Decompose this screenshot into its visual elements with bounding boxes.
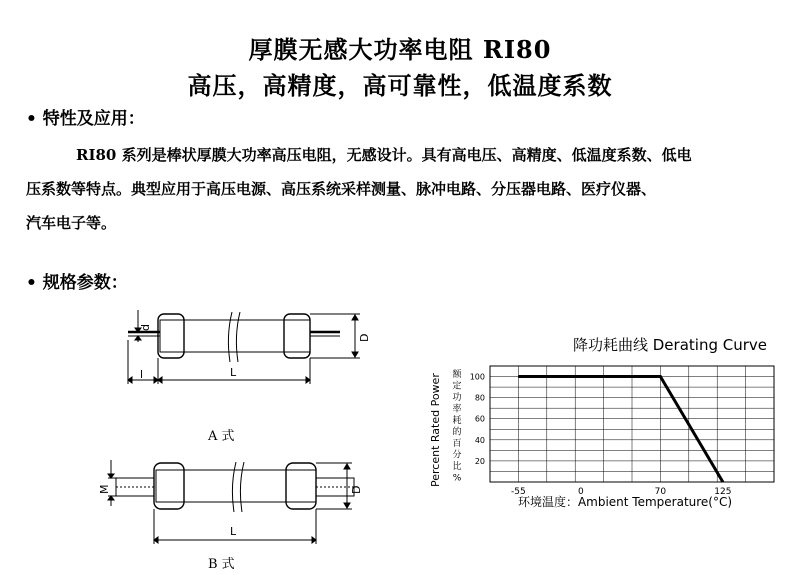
specs-heading: • 规格参数： [26, 273, 128, 293]
x-tick-label: 70 [654, 487, 667, 497]
y-tick-label: 40 [474, 435, 485, 445]
y-axis-label-cn-char: 耗 [452, 416, 462, 426]
x-axis-label: 环境温度：Ambient Temperature(°C) [517, 495, 733, 509]
label-l-small: l [140, 368, 144, 381]
chart-grid [490, 366, 774, 482]
features-line-2: 压系数等特点。典型应用于高压电源、高压系统采样测量、脉冲电路、分压器电路、医疗仪器、 [26, 180, 657, 198]
features-line-1: RI80 系列是棒状厚膜大功率高压电阻，无感设计。具有高电压、高精度、低温度系数、低电 [76, 146, 692, 164]
features-line-3: 汽车电子等。 [26, 214, 117, 232]
y-axis-label-en: Percent Rated Power [429, 373, 442, 487]
title-line-2: 高压，高精度，高可靠性，低温度系数 [187, 71, 613, 100]
y-axis-label-cn-char: 率 [452, 404, 462, 415]
label-L-a: L [230, 366, 237, 379]
y-axis-label-cn-char: 比 [452, 462, 462, 472]
caption-b: B 式 [208, 557, 235, 572]
y-tick-label: 20 [474, 456, 485, 466]
derating-chart [420, 325, 790, 520]
y-axis-label-cn-char: 额 [452, 370, 462, 380]
y-axis-label-cn-char: 百 [452, 439, 462, 449]
caption-a: A 式 [208, 429, 235, 444]
y-axis-label-cn-char: 功 [452, 393, 462, 403]
label-d: d [139, 324, 152, 331]
chart-title: 降功耗曲线 Derating Curve [572, 336, 768, 354]
x-tick-label: 125 [714, 487, 732, 497]
label-M: M [98, 484, 111, 494]
x-tick-label: -55 [511, 487, 526, 497]
label-D-a: D [358, 333, 371, 342]
x-tick-label: 0 [578, 487, 584, 497]
y-axis-label-cn-char: 分 [452, 450, 462, 461]
title-line-1: 厚膜无感大功率电阻 RI80 [248, 35, 552, 64]
features-heading: • 特性及应用： [26, 109, 145, 129]
y-axis-label-cn-char: 的 [452, 427, 462, 438]
diagram-a [128, 310, 360, 384]
y-tick-label: 100 [469, 372, 485, 382]
y-tick-label: 80 [474, 393, 485, 403]
y-tick-label: 60 [474, 414, 485, 424]
label-D-b: D [350, 485, 363, 494]
y-axis-label-cn-char: % [452, 473, 462, 484]
label-L-b: L [230, 525, 237, 538]
y-axis-label-cn-char: 定 [452, 381, 462, 392]
